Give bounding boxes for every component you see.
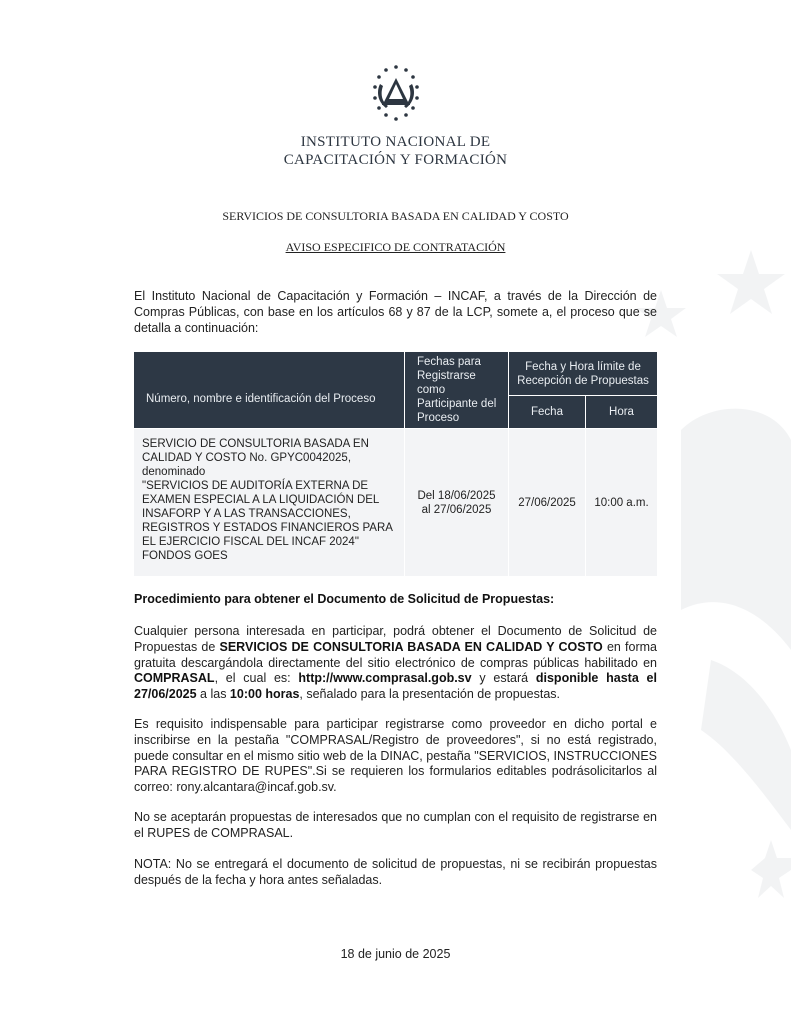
table-row (134, 429, 658, 577)
intro-paragraph: El Instituto Nacional de Capacitación y Formación – INCAF, a través de la Dirección de Compras Públicas, con base en los artículos 68 y 87 de la LCP, somete a, el proceso que se detalla a continuación: (134, 289, 657, 335)
process-description-line1: SERVICIO DE CONSULTORIA BASADA EN CALIDAD Y COSTO No. GPYC0042025, denominado (142, 438, 369, 478)
header-deadline: Fecha y Hora límite de Recepción de Propuestas (509, 352, 658, 396)
p1-text-e: , el cual es: (214, 671, 299, 686)
institution-name-line2: CAPACITACIÓN Y FORMACIÓN (283, 152, 508, 168)
section-title-text: SERVICIOS DE CONSULTORIA BASADA EN CALIDAD Y COSTO (222, 209, 569, 223)
header-process: Número, nombre e identificación del Proceso (134, 352, 405, 429)
p1-text-c: en forma gratuita descargándola directamente del sitio electrónico de compras públicas habilitado en (134, 639, 657, 670)
header-register-dates: Fechas para Registrarse como Participante del Proceso (405, 352, 509, 429)
deadline-time: 10:00 a.m. (586, 429, 658, 577)
section-title (0, 209, 791, 224)
register-dates-cell (405, 429, 509, 577)
p1-hours: 10:00 horas (229, 687, 300, 702)
p1-service-name: SERVICIOS DE CONSULTORIA BASADA EN CALIDAD Y COSTO (219, 639, 603, 654)
p1-text-i: a las (196, 687, 230, 702)
process-table (133, 351, 658, 577)
header-time: Hora (586, 396, 658, 429)
procedure-paragraph-2: Es requisito indispensable para participar registrarse como proveedor en dicho portal e inscribirse en la pestaña "COMPRASAL/Registro de proveedores", si no está registrado, puede consultar en el mismo sitio web de la DINAC, pestaña "SERVICIOS, INSTRUCCIONES PARA REGISTRO DE RUPES".Si se requieren los formularios editables podrásolicitarlos al correo: rony.alcantara@incaf.gob.sv. (134, 717, 657, 795)
notice-title-text: AVISO ESPECIFICO DE CONTRATACIÓN (285, 240, 506, 254)
process-description (134, 429, 405, 577)
process-description-line2: "SERVICIOS DE AUDITORÍA EXTERNA DE EXAMEN ESPECIAL A LA LIQUIDACIÓN DEL INSAFORP Y A LAS TRANSACCIONES, REGISTROS Y ESTADOS FINANCIEROS PARA EL EJERCICIO FISCAL DEL INCAF 2024" (142, 480, 393, 548)
el-salvador-seal-logo (366, 62, 426, 128)
p1-available-until: disponible hasta el 27/06/2025 (134, 671, 657, 702)
header-date: Fecha (509, 396, 586, 429)
p1-text-g: y estará (471, 671, 536, 686)
p1-url-link[interactable]: http://www.comprasal.gob.sv (298, 671, 472, 686)
procedure-title: Procedimiento para obtener el Documento de Solicitud de Propuestas: (134, 592, 555, 606)
procedure-note: NOTA: No se entregará el documento de solicitud de propuestas, ni se recibirán propuestas después de la fecha y hora antes señaladas. (134, 857, 657, 887)
register-to: al 27/06/2025 (421, 503, 492, 516)
table-header-row (134, 352, 658, 396)
deadline-date: 27/06/2025 (509, 429, 586, 577)
procedure-paragraph-3: No se aceptarán propuestas de interesados que no cumplan con el requisito de registrarse en el RUPES de COMPRASAL. (134, 810, 657, 840)
register-from: Del 18/06/2025 (417, 489, 496, 502)
procedure-paragraph-1 (134, 624, 657, 703)
notice-title (0, 240, 791, 255)
p1-text-a: Cualquier persona interesada en participar, podrá obtener el Documento de Solicitud de Propuestas de (134, 624, 657, 654)
footer-date: 18 de junio de 2025 (340, 947, 451, 961)
process-description-line3: FONDOS GOES (142, 550, 228, 562)
p1-comprasal: COMPRASAL (134, 671, 215, 686)
p1-text-k: , señalado para la presentación de propuestas. (299, 687, 561, 702)
institution-name-line1: INSTITUTO NACIONAL DE (300, 134, 491, 150)
